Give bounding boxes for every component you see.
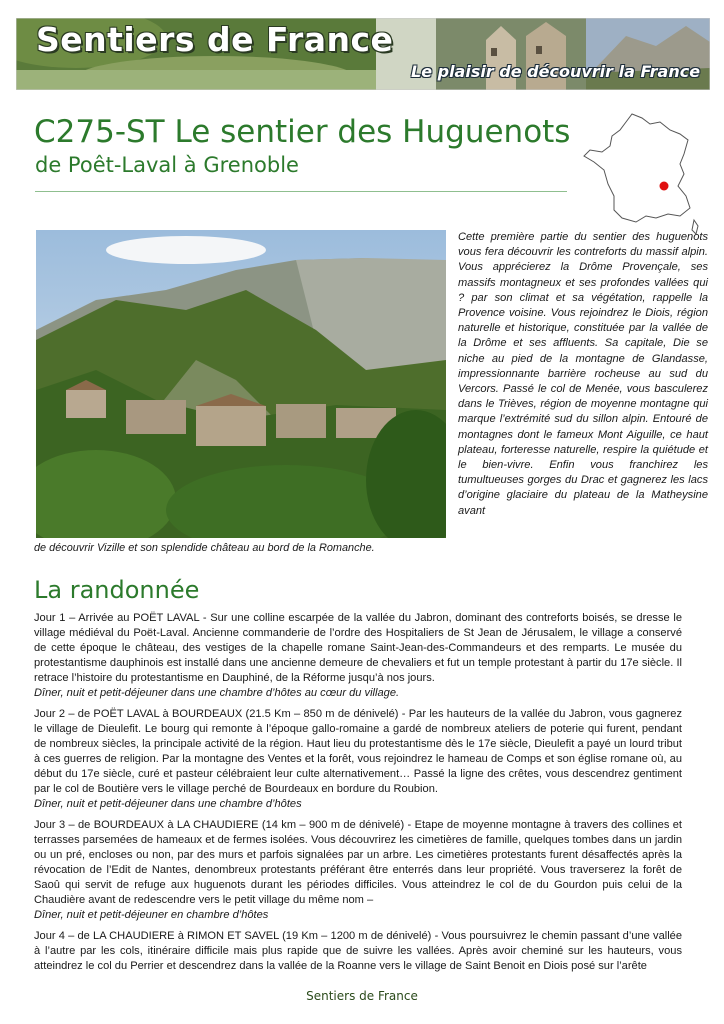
page-title: C275-ST Le sentier des Huguenots: [34, 114, 571, 150]
title-divider: [35, 191, 567, 192]
day-heading: Jour 4 – de LA CHAUDIERE à RIMON ET SAVEL (19 Km – 1200 m de dénivelé): [34, 930, 432, 942]
day-heading: Jour 2 – de POËT LAVAL à BOURDEAUX (21.5 Km – 850 m de dénivelé): [34, 708, 399, 720]
day-entry: [34, 929, 682, 974]
day-text: - Sur une colline escarpée de la vallée du Jabron, dominant des contreforts boisés, se dresse le village médiéval du Poët-Laval. Ancienne commanderie de l’ordre des Hospitaliers de St Jean de Jérusalem, le village a conservé de cette époque le château, des vestiges de la chapelle romane Saint-Jean-des-Commandeurs et des remparts. Le musée du protestantisme dauphinois est installé dans une ancienne demeure de chevaliers et fut un temple protestant à partir du 17e siècle. Il retrace l’histoire du protestantisme en Dauphiné, de la Réforme jusqu’à nos jours.: [34, 612, 682, 684]
village-photo: [36, 230, 446, 538]
day-entry: [34, 707, 682, 812]
itinerary-days: [34, 611, 682, 980]
banner-tagline: Le plaisir de découvrir la France: [411, 62, 701, 81]
intro-paragraph-end: de découvrir Vizille et son splendide château au bord de la Romanche.: [34, 542, 375, 554]
intro-paragraph: Cette première partie du sentier des huguenots vous fera découvrir les contreforts du massif alpin. Vous apprécierez la Drôme Provençale, ses massifs montagneux et ses profondes vallées qui ? par son climat et sa végétation, rappelle la Provence voisine. Vous rejoindrez le Diois, région naturelle et historique, constituée par la vallée de la Drôme et ses affluents. Sa capitale, Die se niche au pied de la montagne de Glandasse, impressionnante barrière rocheuse au sud du Vercors. Passé le col de Menée, vous basculerez dans le Trièves, région de moyenne montagne qui marque l’extrémité sud du sillon alpin. Entouré de montagnes dont le fameux Mont Aiguille, ce haut plateau, forteresse naturelle, respire la quiétude et le bien-vivre. Enfin vous franchirez les tumultueuses gorges du Drac et gagnerez les lacs d’origine glaciaire du plateau de la Matheysine avant: [458, 231, 708, 517]
day-accommodation: Dîner, nuit et petit-déjeuner dans une chambre d’hôtes au cœur du village.: [34, 687, 400, 699]
site-banner: [16, 18, 710, 90]
day-text: - Etape de moyenne montagne à travers des collines et terrasses parsemées de hameaux et de fermes isolées. Vous découvrirez les cimetières de famille, quelques tombes dans un jardin ou un pré, encloses ou non, par des murs et parfois signalées par un arbre. Les cimetières protestants furent désaffectés après la révocation de l’Edit de Nantes, denombreux protestants préférant être enterrés dans leur propriété. Vous traverserez la forêt de Saoû qui servit de refuge aux huguenots durant les périodes difficiles. Vous atteindrez le col de du Gourdon puis celui de la Chaudière avant de redescendre vers le petit village du même nom –: [34, 819, 682, 906]
page-subtitle: de Poêt-Laval à Grenoble: [35, 153, 299, 177]
map-location-dot: [660, 182, 669, 191]
france-map-icon: [580, 110, 700, 235]
banner-title: Sentiers de France: [36, 20, 394, 59]
day-heading: Jour 3 – de BOURDEAUX à LA CHAUDIERE (14 km – 900 m de dénivelé): [34, 819, 405, 831]
day-text: - Par les hauteurs de la vallée du Jabron, vous gagnerez le village de Dieulefit. Le bourg qui remonte à l’époque gallo-romaine a gardé de nombreux ateliers de poterie qui furent, pendant de nombreux siècles, la principale activité de la région. Haut lieu du protestantisme dès le 17e siècle, Dieulefit a payé un lourd tribut à ces guerres de religion. Par la montagne des Ventes et la forêt, vous rejoindrez le hameau de Comps et son église romane où, au début du 17e siècle, curé et pasteur célébraient leur culte alternativement… Passé la ligne des crêtes, vous descendrez gentiment par le col de Boutière vers le village perché de Bourdeaux en bordure du Roubion.: [34, 708, 682, 795]
section-title: La randonnée: [34, 576, 200, 604]
day-entry: [34, 611, 682, 701]
day-text: - Vous poursuivrez le chemin passant d’une vallée à l’autre par les cols, itinéraire difficile mais plus rapide que de suivre les vallées. Après avoir cheminé sur les hauteurs, vous atteindrez le col du Perrier et descendrez dans la vallée de la Roanne vers le village de Saint Benoit en Diois posé sur l’arête: [34, 930, 683, 972]
day-entry: [34, 818, 682, 923]
day-accommodation: Dîner, nuit et petit-déjeuner dans une chambre d’hôtes: [34, 798, 302, 810]
day-heading: Jour 1 – Arrivée au POËT LAVAL: [34, 612, 200, 624]
day-accommodation: Dîner, nuit et petit-déjeuner en chambre d’hôtes: [34, 909, 269, 921]
page-footer: Sentiers de France: [306, 989, 418, 1003]
